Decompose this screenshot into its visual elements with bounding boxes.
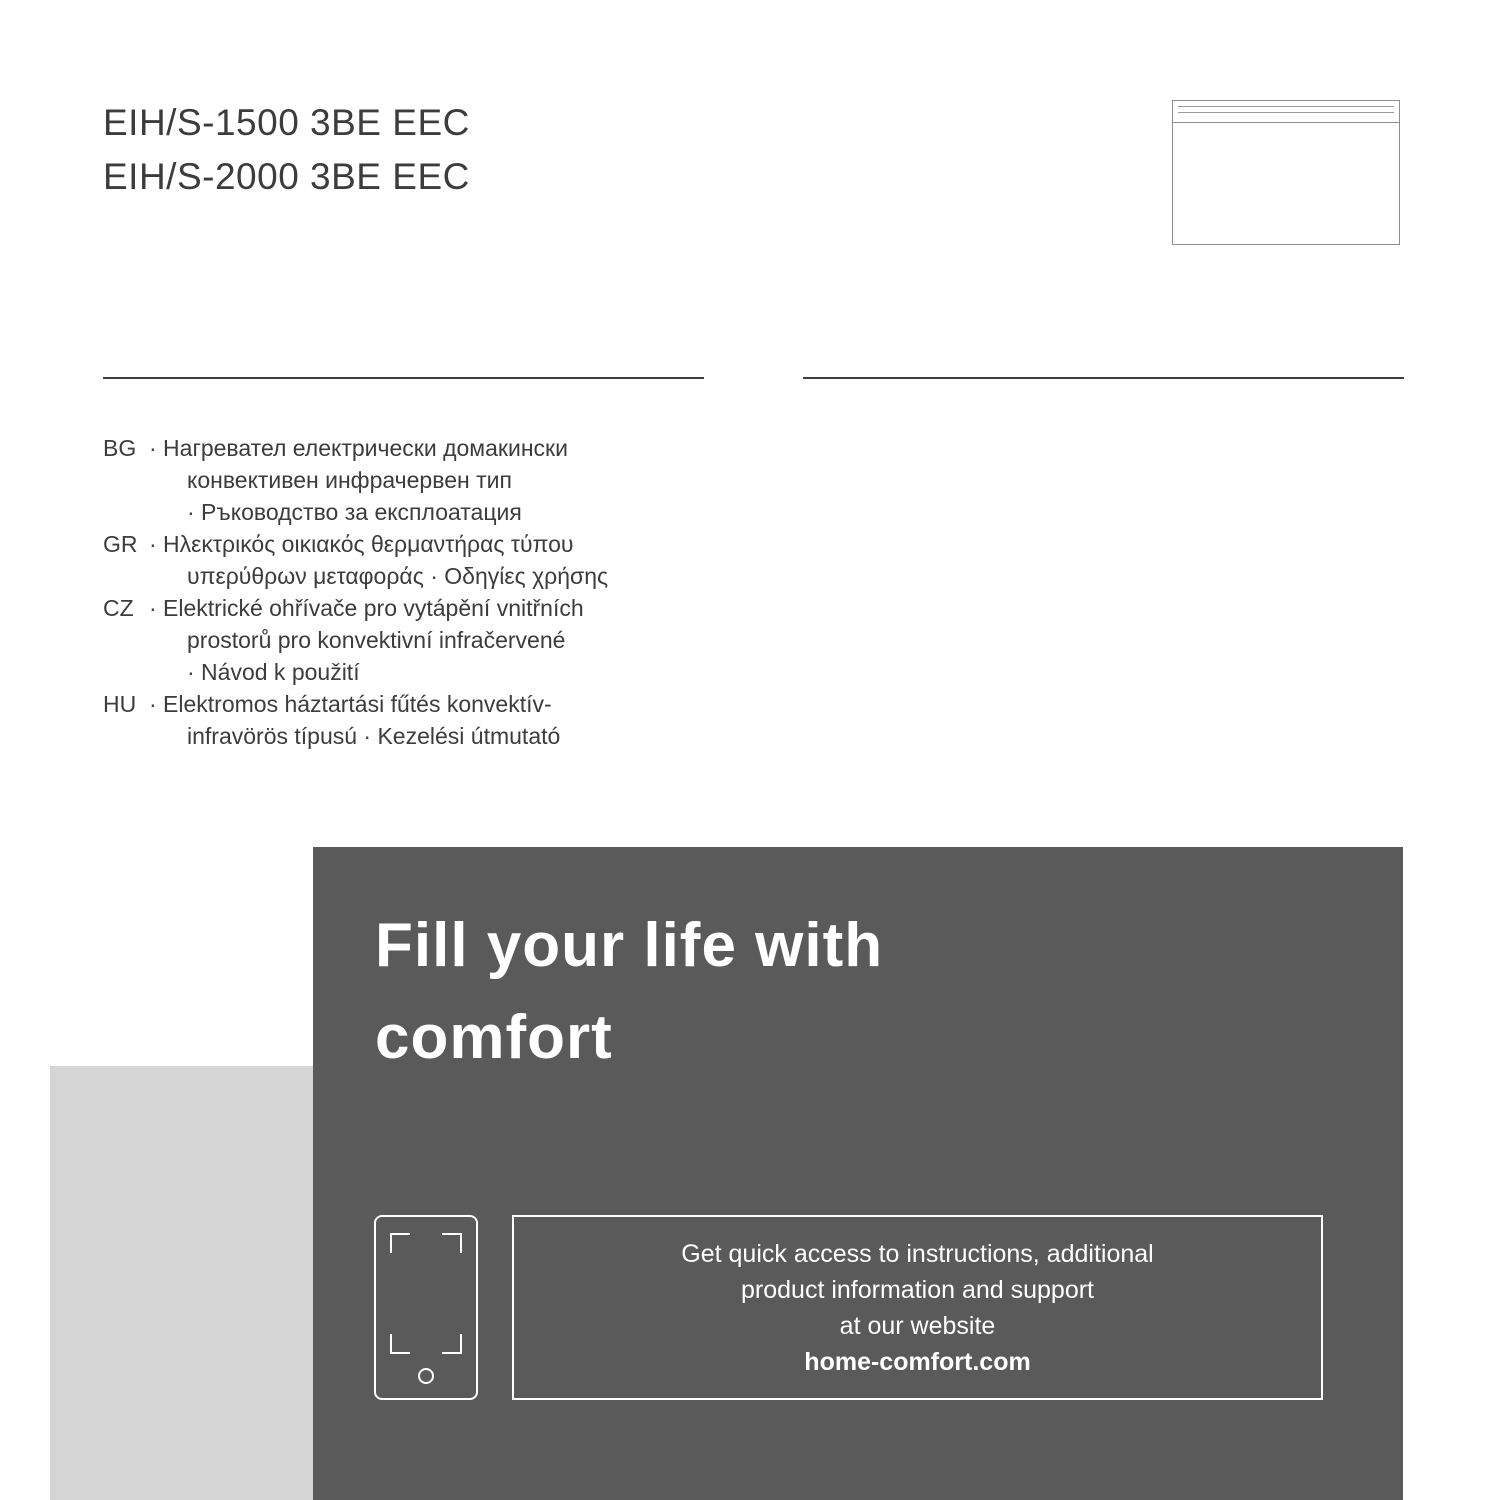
model-title-line-1: EIH/S-1500 3BE EEC [103,102,470,143]
support-line-2: product information and support [741,1275,1094,1304]
qr-corner-bottom-right [442,1334,462,1354]
language-list [103,432,723,752]
language-entry-bg [103,432,723,528]
language-code-bg: BG [103,435,137,461]
language-line: υπερύθρων μεταφοράς · Οδηγίες χρήσης [187,563,609,589]
website-link[interactable]: home-comfort.com [804,1347,1031,1376]
heater-grill-line-1 [1178,106,1394,107]
model-title-block [103,96,470,204]
heater-grill-line-3 [1172,122,1400,123]
language-text-gr [149,528,723,592]
model-title-line-2: EIH/S-2000 3BE EEC [103,156,470,197]
qr-corner-top-right [442,1233,462,1253]
language-line: prostorů pro konvektivní infračervené [187,627,566,653]
language-entry-gr [103,528,723,592]
language-code-cz: CZ [103,595,134,621]
qr-code-scan-icon[interactable] [374,1215,478,1400]
language-line: · Ηλεκτρικός οικιακός θερμαντήρας τύπου [149,531,574,557]
language-line: конвективен инфрачервен тип [187,467,512,493]
divider-left [103,377,704,379]
support-line-1: Get quick access to instructions, additional [681,1239,1154,1268]
convector-heater-illustration [1172,100,1402,248]
divider-right [803,377,1404,379]
language-line: · Elektromos háztartási fűtés konvektív- [149,691,552,717]
language-text-cz [149,592,723,688]
heater-grill-line-2 [1178,112,1394,113]
language-text-hu [149,688,723,752]
language-line: · Нагревател електрически домакински [149,435,568,461]
phone-home-button-icon [418,1368,434,1384]
language-line: · Elektrické ohřívače pro vytápění vnitřních [149,595,584,621]
language-line: infravörös típusú · Kezelési útmutató [187,723,561,749]
promo-headline: Fill your life with comfort [375,911,884,1072]
language-code-hu: HU [103,691,137,717]
promo-panel [313,847,1403,1500]
language-entry-hu [103,688,723,752]
language-entry-cz [103,592,723,688]
language-line: · Návod k použití [187,659,360,685]
language-line: · Ръководство за експлоатация [187,499,522,525]
qr-corner-top-left [390,1233,410,1253]
support-info-box [512,1215,1323,1400]
language-code-gr: GR [103,531,138,557]
language-text-bg [149,432,723,528]
qr-corner-bottom-left [390,1334,410,1354]
support-line-3: at our website [839,1311,996,1340]
